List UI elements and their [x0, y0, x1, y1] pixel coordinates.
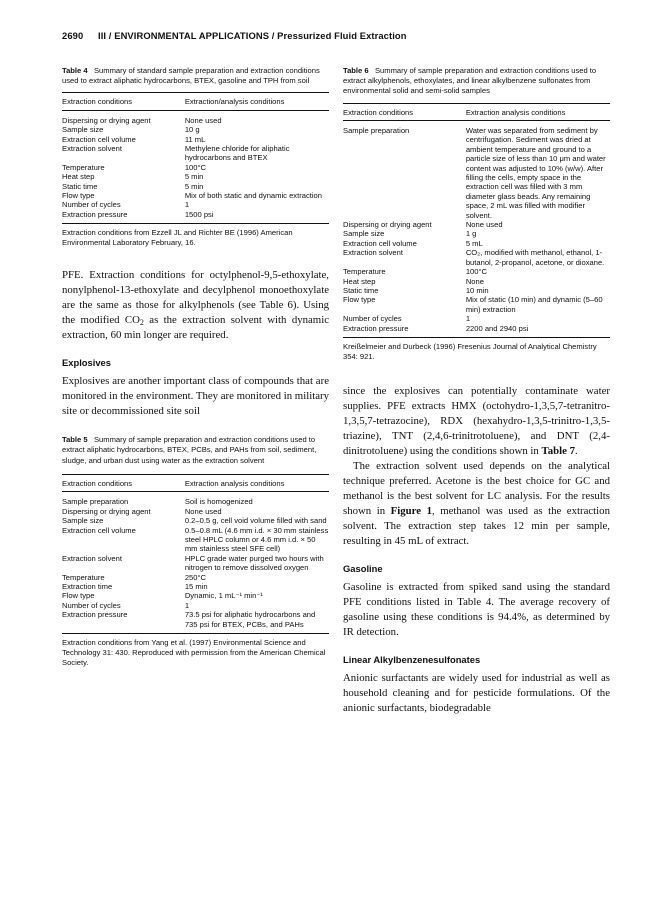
row-value: Mix of both static and dynamic extraction: [184, 191, 322, 201]
table-row: [62, 601, 329, 610]
row-parameter: Extraction solvent: [343, 248, 403, 258]
row-parameter: Temperature: [62, 162, 105, 172]
table-row: [62, 591, 329, 600]
table-5: [62, 435, 329, 668]
table-row: [343, 229, 610, 238]
row-parameter: Number of cycles: [343, 314, 402, 324]
table-5-header-col2: Extraction analysis conditions: [185, 477, 329, 492]
row-parameter: Temperature: [62, 572, 105, 582]
row-value: CO₂, modified with methanol, ethanol, 1-butanol, 2-propanol, acetone, or dioxane.: [465, 248, 605, 267]
row-value: Dynamic, 1 mL⁻¹ min⁻¹: [184, 591, 263, 601]
table-4-body: [62, 110, 329, 223]
table-5-grid: [62, 474, 329, 634]
row-value: None used: [184, 506, 222, 516]
row-value: 10 min: [465, 285, 489, 295]
row-parameter: Extraction cell volume: [62, 134, 136, 144]
row-value: Mix of static (10 min) and dynamic (5–60 min) extraction: [465, 295, 603, 314]
table-5-source: Extraction conditions from Yang et al. (1997) Environmental Science and Technology 31: 430. Reproduced with permission from the American Chemical Society.: [62, 637, 326, 667]
row-parameter: Sample size: [62, 516, 104, 526]
table-row: [62, 492, 329, 507]
table-row: [62, 182, 329, 191]
row-value: 11 mL: [184, 134, 206, 144]
row-value: 5 min: [184, 172, 204, 182]
row-parameter: Extraction cell volume: [62, 525, 136, 535]
row-parameter: Heat step: [62, 172, 95, 182]
row-value: 100°C: [184, 162, 207, 172]
row-value: 5 min: [184, 181, 204, 191]
table-row: [343, 267, 610, 276]
row-parameter: Sample size: [343, 229, 385, 239]
table-row: [62, 573, 329, 582]
row-value: 0.5–0.8 mL (4.6 mm i.d. × 30 mm stainless steel HPLC column or 4.6 mm i.d. × 50 mm stainless steel SFE cell): [184, 525, 329, 554]
table-6-source: Kreißelmeier and Durbeck (1996) Fresenius Journal of Analytical Chemistry 354: 921.: [343, 341, 597, 361]
row-parameter: Flow type: [62, 191, 95, 201]
row-value: 100°C: [465, 267, 488, 277]
row-value: Soil is homogenized: [184, 497, 253, 507]
row-value: 1500 psi: [185, 210, 329, 224]
table-row: [62, 582, 329, 591]
table-6: [343, 66, 610, 362]
table-row: [343, 239, 610, 248]
left-column: [62, 66, 329, 668]
table-row: [62, 110, 329, 125]
row-parameter: Sample preparation: [62, 497, 129, 507]
row-value: HPLC grade water purged two hours with nitrogen to remove dissolved oxygen: [184, 553, 324, 573]
right-column: [343, 66, 610, 716]
row-value: None: [465, 276, 484, 286]
paragraph-gasoline: Gasoline is extracted from spiked sand using the standard PFE conditions listed in Table 4. The average recovery of gasoline using these conditions is 94.4%, as determined by IR detection.: [343, 580, 610, 638]
heading-linear-alkylbenzenesulfonates: Linear Alkylbenzenesulfonates: [343, 653, 481, 665]
table-6-body: [343, 121, 610, 338]
running-header: [62, 30, 610, 41]
row-value: 1: [184, 200, 190, 210]
row-parameter: Dispersing or drying agent: [62, 115, 151, 125]
table-row: [343, 314, 610, 323]
row-parameter: Number of cycles: [62, 200, 121, 210]
table-6-grid: [343, 103, 610, 338]
row-parameter: Dispersing or drying agent: [62, 506, 151, 516]
table-4-source: Extraction conditions from Ezzell JL and Richter BE (1996) American Environmental Laboratory February, 16.: [62, 228, 293, 248]
table-row: [343, 121, 610, 221]
row-value: None used: [184, 115, 222, 125]
table-row: [62, 200, 329, 209]
table-6-header-col2: Extraction analysis conditions: [466, 106, 610, 121]
row-parameter: Temperature: [343, 267, 386, 277]
row-parameter: Static time: [343, 285, 379, 295]
table-row: [62, 172, 329, 181]
row-parameter: Flow type: [62, 591, 95, 601]
table-6-header-col1: Extraction conditions: [343, 106, 466, 121]
row-value: 2200 and 2940 psi: [466, 324, 610, 338]
row-value: 5 mL: [465, 238, 483, 248]
table-row: [62, 507, 329, 516]
table-4-caption: Table 4 Summary of standard sample preparation and extraction conditions used to extract aliphatic hydrocarbons, BTEX, gasoline and TPH from soil: [62, 66, 320, 86]
row-parameter: Extraction pressure: [62, 210, 185, 224]
row-parameter: Sample size: [62, 125, 104, 135]
table-row: [62, 554, 329, 573]
row-value: 0.2–0.5 g, cell void volume filled with sand: [184, 516, 327, 526]
row-parameter: Extraction solvent: [62, 553, 122, 563]
row-parameter: Extraction time: [62, 581, 113, 591]
row-value: 1: [465, 314, 471, 324]
row-value: 15 min: [184, 581, 208, 591]
row-parameter: Dispersing or drying agent: [343, 220, 432, 230]
row-value: Methylene chloride for aliphatic hydrocarbons and BTEX: [184, 144, 290, 163]
row-parameter: Extraction pressure: [62, 610, 185, 633]
row-parameter: Static time: [62, 181, 98, 191]
table-row: [343, 324, 610, 338]
row-parameter: Extraction pressure: [343, 324, 466, 338]
table-row: [343, 248, 610, 267]
heading-explosives: Explosives: [62, 357, 111, 369]
table-row: [62, 125, 329, 134]
table-row: [62, 144, 329, 163]
table-4-header-col2: Extraction/analysis conditions: [185, 95, 329, 110]
table-4-grid: [62, 92, 329, 224]
paragraph-explosives: Explosives are another important class of compounds that are monitored in the environment. They are monitored in military site or decommissioned site soil: [62, 375, 329, 418]
row-parameter: Sample preparation: [343, 126, 410, 136]
table-row: [62, 610, 329, 633]
table-row: [62, 516, 329, 525]
page-number: 2690: [62, 30, 84, 41]
table-row: [343, 277, 610, 286]
table-row: [62, 163, 329, 172]
row-value: 250°C: [184, 572, 207, 582]
table-row: [343, 295, 610, 314]
row-parameter: Flow type: [343, 295, 376, 305]
table-5-body: [62, 492, 329, 634]
running-title: III / ENVIRONMENTAL APPLICATIONS / Pressurized Fluid Extraction: [97, 30, 407, 41]
row-value: 1: [184, 600, 190, 610]
paragraph-las: Anionic surfactants are widely used for industrial as well as household cleaning and for pesticide formulations. Of the anionic surfactants, biodegradable: [343, 671, 610, 714]
table-row: [62, 135, 329, 144]
row-value: 10 g: [184, 125, 200, 135]
table-row: [343, 220, 610, 229]
table-6-caption: Table 6 Summary of sample preparation and extraction conditions used to extract alkylphenols, ethoxylates, and linear alkylbenzene sulfonates from environmental solid and semi-solid samples: [343, 66, 597, 96]
row-value: 73.5 psi for aliphatic hydrocarbons and 735 psi for BTEX, PCBs, and PAHs: [185, 610, 329, 633]
paragraph-explosives-cont: since the explosives can potentially contaminate water supplies. PFE extracts HMX (octohydro-1,3,5,7-tetranitro-1,3,5,7-tetrazocine), RDX (hexahydro-1,3,5-trinitro-1,3,5-triazine), TNT (2,4,6-trinitrotoluene), and DNT (2,4-dinitrotoluene) using the conditions shown in Table 7.: [343, 384, 610, 457]
row-parameter: Heat step: [343, 276, 376, 286]
row-value: 1 g: [465, 229, 477, 239]
table-5-header-col1: Extraction conditions: [62, 477, 185, 492]
table-4-header-col1: Extraction conditions: [62, 95, 185, 110]
row-value: None used: [465, 220, 503, 230]
row-parameter: Extraction cell volume: [343, 238, 417, 248]
table-5-caption: Table 5 Summary of sample preparation and extraction conditions used to extract aliphatic hydrocarbons, BTEX, PCBs, and PAHs from soil, sediment, sludge, and urban dust using water as the extraction solvent: [62, 435, 317, 465]
table-row: [343, 286, 610, 295]
row-parameter: Extraction solvent: [62, 144, 122, 154]
paragraph-pfe-ethoxylates: PFE. Extraction conditions for octylphenol-9,5-ethoxylate, nonylphenol-13-ethoxylate and decylphenol monoethoxylate are the same as those for alkylphenols (see Table 6). Using the modified $CO_2$ as the extraction solvent with dynamic extraction, 60 min longer are required.: [62, 269, 329, 342]
paragraph-solvent: The extraction solvent used depends on the analytical technique preferred. Acetone is the best choice for GC and methanol is the best solvent for LC analysis. For the results shown in Figure 1, methanol was used as the extraction solvent. The extraction step takes 12 min per sample, resulting in 45 mL of extract.: [343, 459, 610, 547]
heading-gasoline: Gasoline: [343, 562, 383, 574]
table-row: [62, 191, 329, 200]
table-4: [62, 66, 329, 248]
table-row: [62, 526, 329, 554]
row-parameter: Number of cycles: [62, 600, 121, 610]
table-row: [62, 210, 329, 224]
row-value: Water was separated from sediment by centrifugation. Sediment was dried at ambient temperature and ground to a particle size of less than 10 μm and water content was adjusted to 10% (w/w). After filling the cells, empty space in the extraction cell was filled with 3 mm diameter glass beads. Any remaining space, 2 mL was filled with modifier solvent.: [465, 126, 606, 220]
